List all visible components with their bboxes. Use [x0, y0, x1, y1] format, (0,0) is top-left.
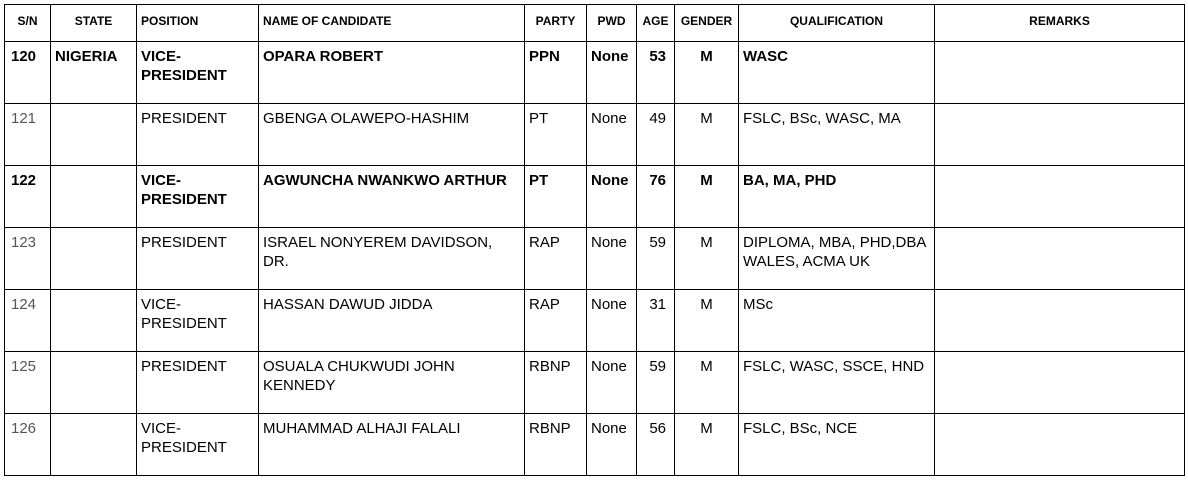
cell-state: [51, 290, 137, 352]
cell-gender: M: [675, 104, 739, 166]
cell-qualification: WASC: [739, 42, 935, 104]
cell-gender: M: [675, 352, 739, 414]
cell-gender: M: [675, 414, 739, 476]
cell-state: [51, 228, 137, 290]
cell-remarks: [935, 42, 1185, 104]
header-qualification: QUALIFICATION: [739, 5, 935, 42]
cell-party: RAP: [525, 290, 587, 352]
cell-remarks: [935, 290, 1185, 352]
cell-pwd: None: [587, 290, 637, 352]
cell-name: OPARA ROBERT: [259, 42, 525, 104]
cell-position: VICE-PRESIDENT: [137, 42, 259, 104]
cell-position: VICE-PRESIDENT: [137, 414, 259, 476]
cell-party: RAP: [525, 228, 587, 290]
cell-age: 76: [637, 166, 675, 228]
table-row: [5, 352, 1185, 414]
header-remarks: REMARKS: [935, 5, 1185, 42]
cell-position: VICE-PRESIDENT: [137, 166, 259, 228]
cell-party: PT: [525, 166, 587, 228]
candidates-table: [4, 4, 1185, 476]
header-gender: GENDER: [675, 5, 739, 42]
cell-gender: M: [675, 228, 739, 290]
cell-age: 59: [637, 352, 675, 414]
cell-name: ISRAEL NONYEREM DAVIDSON, DR.: [259, 228, 525, 290]
cell-state: [51, 166, 137, 228]
header-position: POSITION: [137, 5, 259, 42]
cell-sn: 125: [5, 352, 51, 414]
cell-position: VICE-PRESIDENT: [137, 290, 259, 352]
table-row: [5, 414, 1185, 476]
cell-gender: M: [675, 166, 739, 228]
cell-name: AGWUNCHA NWANKWO ARTHUR: [259, 166, 525, 228]
cell-sn: 120: [5, 42, 51, 104]
cell-state: NIGERIA: [51, 42, 137, 104]
cell-party: PPN: [525, 42, 587, 104]
cell-pwd: None: [587, 352, 637, 414]
cell-gender: M: [675, 290, 739, 352]
cell-remarks: [935, 414, 1185, 476]
cell-age: 59: [637, 228, 675, 290]
table-row: [5, 104, 1185, 166]
candidate-list: [4, 4, 1185, 476]
header-state: STATE: [51, 5, 137, 42]
cell-qualification: BA, MA, PHD: [739, 166, 935, 228]
cell-qualification: FSLC, WASC, SSCE, HND: [739, 352, 935, 414]
cell-pwd: None: [587, 42, 637, 104]
table-row: [5, 228, 1185, 290]
header-sn: S/N: [5, 5, 51, 42]
cell-pwd: None: [587, 104, 637, 166]
cell-pwd: None: [587, 228, 637, 290]
cell-qualification: FSLC, BSc, NCE: [739, 414, 935, 476]
table-row: [5, 42, 1185, 104]
cell-gender: M: [675, 42, 739, 104]
cell-state: [51, 414, 137, 476]
cell-qualification: DIPLOMA, MBA, PHD,DBA WALES, ACMA UK: [739, 228, 935, 290]
cell-remarks: [935, 104, 1185, 166]
cell-sn: 122: [5, 166, 51, 228]
cell-name: HASSAN DAWUD JIDDA: [259, 290, 525, 352]
cell-pwd: None: [587, 414, 637, 476]
table-row: [5, 166, 1185, 228]
cell-sn: 123: [5, 228, 51, 290]
cell-age: 31: [637, 290, 675, 352]
cell-sn: 124: [5, 290, 51, 352]
cell-state: [51, 352, 137, 414]
cell-name: GBENGA OLAWEPO-HASHIM: [259, 104, 525, 166]
table-row: [5, 290, 1185, 352]
cell-age: 49: [637, 104, 675, 166]
cell-position: PRESIDENT: [137, 352, 259, 414]
cell-position: PRESIDENT: [137, 104, 259, 166]
cell-qualification: FSLC, BSc, WASC, MA: [739, 104, 935, 166]
cell-remarks: [935, 228, 1185, 290]
cell-name: MUHAMMAD ALHAJI FALALI: [259, 414, 525, 476]
cell-party: PT: [525, 104, 587, 166]
cell-position: PRESIDENT: [137, 228, 259, 290]
cell-qualification: MSc: [739, 290, 935, 352]
header-pwd: PWD: [587, 5, 637, 42]
cell-age: 53: [637, 42, 675, 104]
cell-name: OSUALA CHUKWUDI JOHN KENNEDY: [259, 352, 525, 414]
cell-age: 56: [637, 414, 675, 476]
cell-state: [51, 104, 137, 166]
header-name: NAME OF CANDIDATE: [259, 5, 525, 42]
cell-party: RBNP: [525, 352, 587, 414]
header-age: AGE: [637, 5, 675, 42]
cell-sn: 121: [5, 104, 51, 166]
header-party: PARTY: [525, 5, 587, 42]
cell-remarks: [935, 352, 1185, 414]
cell-sn: 126: [5, 414, 51, 476]
cell-pwd: None: [587, 166, 637, 228]
header-row: [5, 5, 1185, 42]
cell-remarks: [935, 166, 1185, 228]
cell-party: RBNP: [525, 414, 587, 476]
